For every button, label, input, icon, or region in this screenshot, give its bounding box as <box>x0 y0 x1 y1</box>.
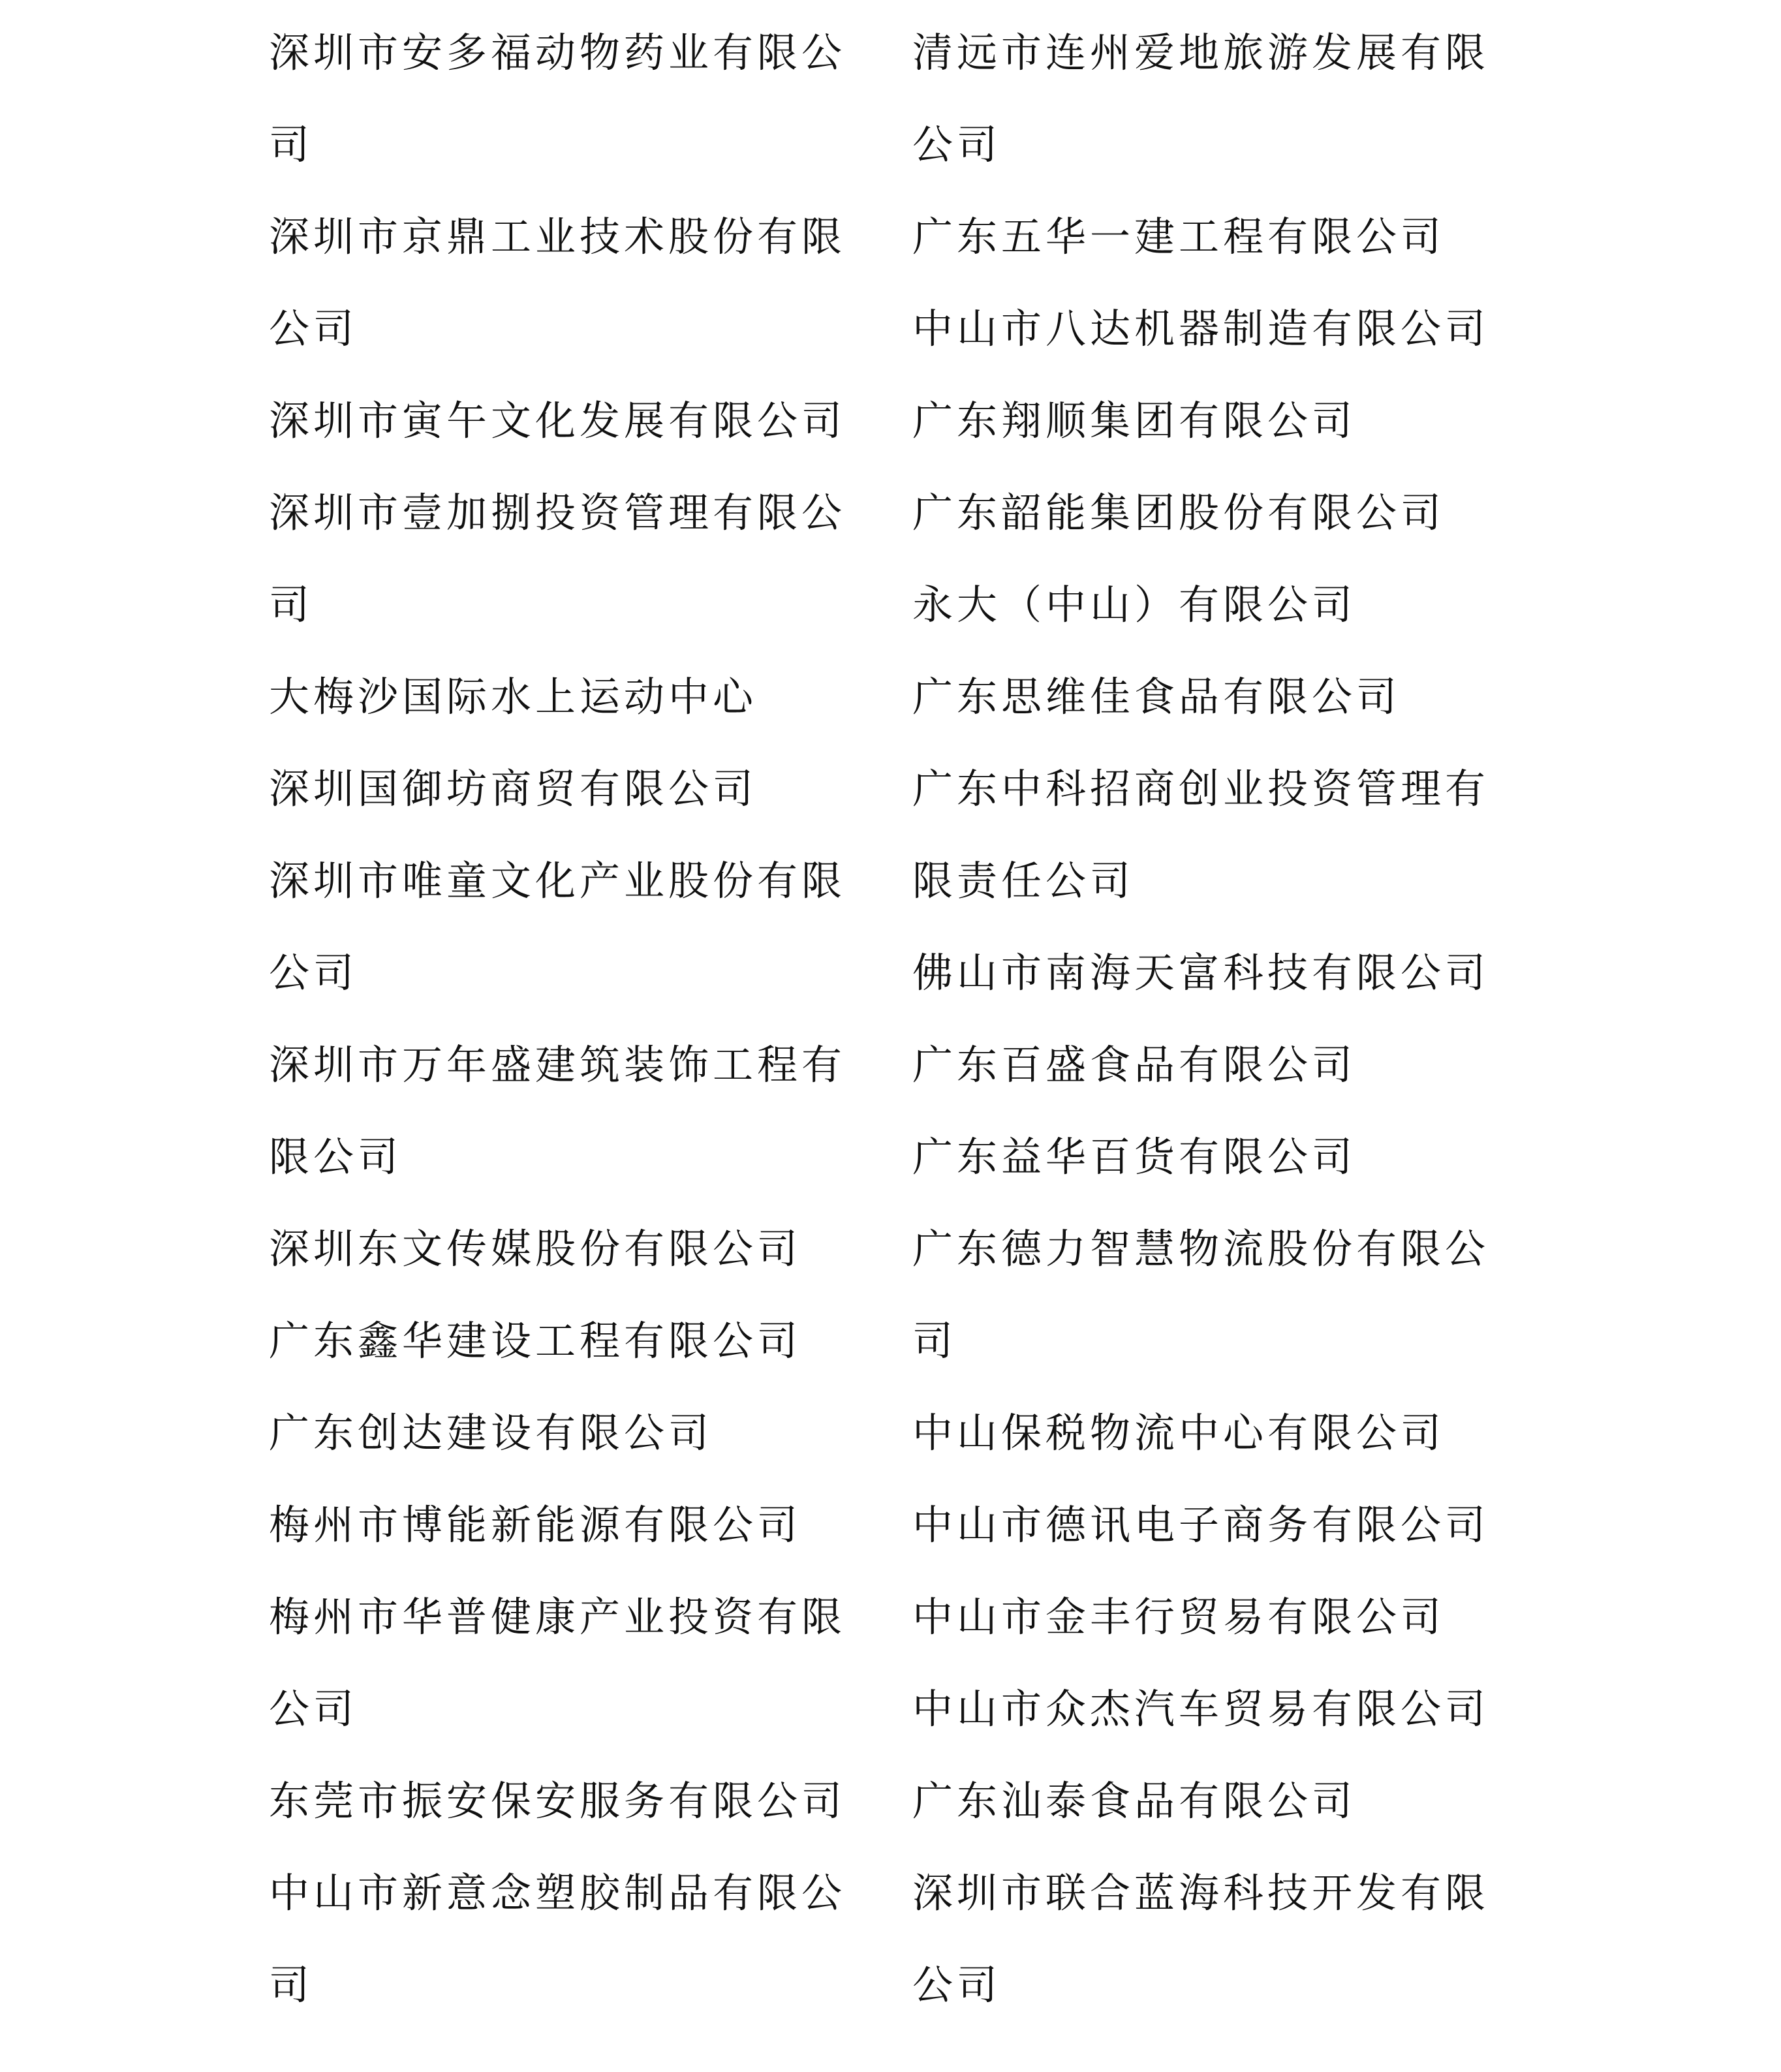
company-name: 深圳市壹加捌投资管理有限公司 <box>269 489 846 628</box>
company-name: 广东德力智慧物流股份有限公司 <box>912 1225 1490 1365</box>
company-name: 大梅沙国际水上运动中心 <box>269 673 758 720</box>
company-name: 深圳市联合蓝海科技开发有限公司 <box>912 1869 1490 2009</box>
company-name: 广东百盛食品有限公司 <box>912 1041 1357 1089</box>
company-name: 清远市连州爱地旅游发展有限公司 <box>912 29 1490 168</box>
company-name: 广东五华一建工程有限公司 <box>912 213 1446 260</box>
company-name: 深圳国御坊商贸有限公司 <box>269 765 758 812</box>
company-name: 深圳市安多福动物药业有限公司 <box>269 29 846 168</box>
company-name: 广东鑫华建设工程有限公司 <box>269 1317 802 1365</box>
company-name: 深圳市寅午文化发展有限公司 <box>269 397 846 444</box>
company-name: 深圳市唯童文化产业股份有限公司 <box>269 857 846 997</box>
company-list-right <box>912 7 1500 2031</box>
company-name: 广东益华百货有限公司 <box>912 1133 1357 1181</box>
company-name: 中山保税物流中心有限公司 <box>912 1409 1446 1457</box>
company-name: 永大（中山）有限公司 <box>912 581 1357 628</box>
company-list-left <box>269 7 856 2031</box>
company-name: 广东翔顺集团有限公司 <box>912 397 1357 444</box>
company-name: 中山市八达机器制造有限公司 <box>912 305 1490 352</box>
company-name: 中山市众杰汽车贸易有限公司 <box>912 1685 1490 1733</box>
company-name: 深圳东文传媒股份有限公司 <box>269 1225 802 1273</box>
company-name: 中山市新意念塑胶制品有限公司 <box>269 1869 846 2009</box>
company-name: 中山市金丰行贸易有限公司 <box>912 1593 1446 1641</box>
company-name: 梅州市博能新能源有限公司 <box>269 1501 802 1549</box>
company-name: 广东中科招商创业投资管理有限责任公司 <box>912 765 1490 905</box>
company-name: 广东创达建设有限公司 <box>269 1409 713 1457</box>
company-name: 梅州市华普健康产业投资有限公司 <box>269 1593 846 1733</box>
company-name: 中山市德讯电子商务有限公司 <box>912 1501 1490 1549</box>
company-name: 深圳市京鼎工业技术股份有限公司 <box>269 213 846 352</box>
company-name: 广东思维佳食品有限公司 <box>912 673 1401 720</box>
company-name: 深圳市万年盛建筑装饰工程有限公司 <box>269 1041 846 1181</box>
company-name: 广东韶能集团股份有限公司 <box>912 489 1446 536</box>
company-name: 佛山市南海天富科技有限公司 <box>912 949 1490 997</box>
company-name: 广东汕泰食品有限公司 <box>912 1777 1357 1825</box>
company-name: 东莞市振安保安服务有限公司 <box>269 1777 846 1825</box>
